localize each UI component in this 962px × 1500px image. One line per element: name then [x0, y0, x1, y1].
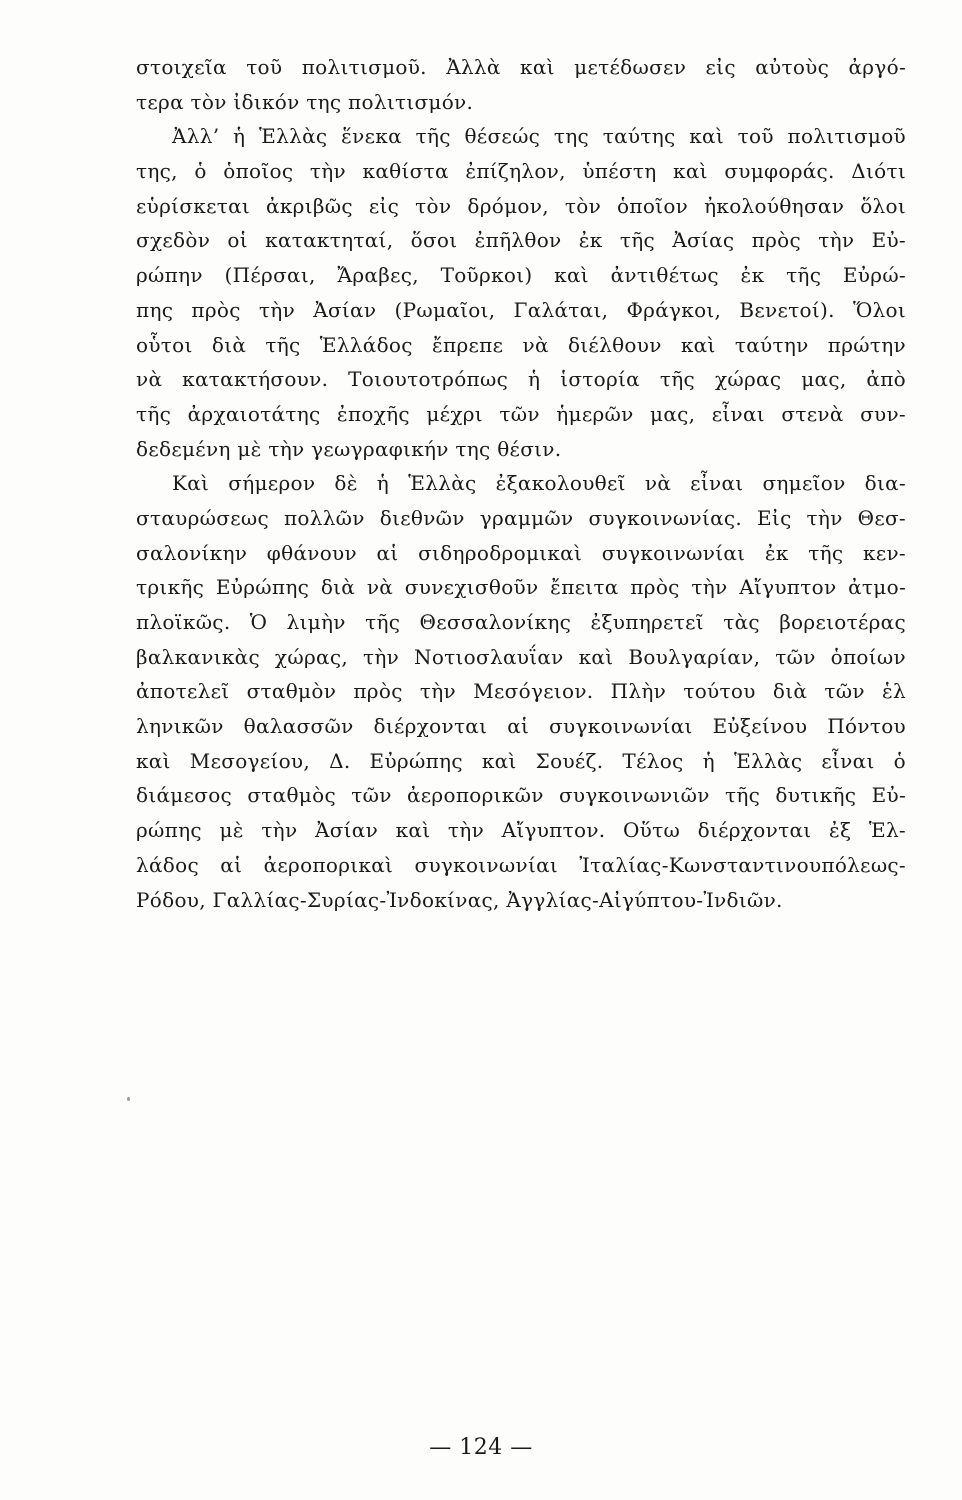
text-line: Ἀλλ’ ἡ Ἑλλὰς ἕνεκα τῆς θέσεώς της ταύτης καὶ τοῦ πολιτισμοῦ — [172, 124, 906, 149]
text-line: καὶ Μεσογείου, Δ. Εὐρώπης καὶ Σουέζ. Τέλος ἡ Ἑλλὰς εἶναι ὁ — [136, 748, 906, 773]
text-line: νὰ κατακτήσουν. Τοιουτοτρόπως ἡ ἱστορία τῆς χώρας μας, ἀπὸ — [136, 367, 906, 392]
text-line: σταυρώσεως πολλῶν διεθνῶν γραμμῶν συγκοινωνίας. Εἰς τὴν Θεσ- — [136, 505, 906, 530]
text-line: τρικῆς Εὐρώπης διὰ νὰ συνεχισθοῦν ἔπειτα πρὸς τὴν Αἴγυπτον ἀτμο- — [136, 575, 906, 600]
text-line: ρώπην (Πέρσαι, Ἄραβες, Τοῦρκοι) καὶ ἀντιθέτως ἐκ τῆς Εὐρώ- — [136, 263, 906, 288]
page-number: — 124 — — [429, 1435, 533, 1460]
text-line: εὑρίσκεται ἀκριβῶς εἰς τὸν δρόμον, τὸν ὁποῖον ἠκολούθησαν ὅλοι — [136, 193, 906, 218]
text-line: της, ὁ ὁποῖος τὴν καθίστα ἐπίζηλον, ὑπέστη καὶ συμφοράς. Διότι — [136, 159, 906, 184]
text-line: ἀποτελεῖ σταθμὸν πρὸς τὴν Μεσόγειον. Πλὴν τούτου διὰ τῶν ἑλ — [136, 679, 906, 704]
body-text — [136, 50, 906, 917]
text-line: ληνικῶν θαλασσῶν διέρχονται αἱ συγκοινωνίαι Εὐξείνου Πόντου — [136, 714, 906, 739]
text-line: διάμεσος σταθμὸς τῶν ἀεροπορικῶν συγκοινωνιῶν τῆς δυτικῆς Εὐ- — [136, 783, 906, 808]
text-line: Καὶ σήμερον δὲ ἡ Ἑλλὰς ἐξακολουθεῖ νὰ εἶναι σημεῖον δια- — [172, 471, 906, 496]
text-line: στοιχεῖα τοῦ πολιτισμοῦ. Ἀλλὰ καὶ μετέδωσεν εἰς αὐτοὺς ἀργό- — [136, 55, 906, 79]
text-line: δεδεμένη μὲ τὴν γεωγραφικήν της θέσιν. — [136, 436, 562, 461]
text-line: πης πρὸς τὴν Ἀσίαν (Ρωμαῖοι, Γαλάται, Φράγκοι, Βενετοί). Ὅλοι — [136, 297, 906, 322]
text-line: τῆς ἀρχαιοτάτης ἐποχῆς μέχρι τῶν ἡμερῶν μας, εἶναι στενὰ συν- — [136, 401, 906, 426]
text-line: βαλκανικὰς χώρας, τὴν Νοτιοσλαυΐαν καὶ Βουλγαρίαν, τῶν ὁποίων — [136, 644, 906, 669]
text-line: λάδος αἱ ἀεροπορικαὶ συγκοινωνίαι Ἰταλίας-Κωνσταντινουπόλεως- — [136, 852, 906, 877]
text-line: πλοϊκῶς. Ὁ λιμὴν τῆς Θεσσαλονίκης ἐξυπηρετεῖ τὰς βορειοτέρας — [136, 610, 906, 634]
text-line: σχεδὸν οἱ κατακτηταί, ὅσοι ἐπῆλθον ἐκ τῆς Ἀσίας πρὸς τὴν Εὐ- — [136, 228, 906, 253]
text-line: σαλονίκην φθάνουν αἱ σιδηροδρομικαὶ συγκοινωνίαι ἐκ τῆς κεν- — [136, 540, 906, 565]
text-line: Ρόδου, Γαλλίας-Συρίας-Ἰνδοκίνας, Ἀγγλίας-Αἰγύπτου-Ἰνδιῶν. — [136, 887, 783, 912]
text-line: τερα τὸν ἰδικόν της πολιτισμόν. — [136, 89, 474, 114]
text-line: ρώπης μὲ τὴν Ἀσίαν καὶ τὴν Αἴγυπτον. Οὕτω διέρχονται ἐξ Ἑλ- — [136, 818, 906, 843]
print-speck — [127, 1097, 130, 1101]
text-line: οὗτοι διὰ τῆς Ἑλλάδος ἔπρεπε νὰ διέλθουν καὶ ταύτην πρώτην — [136, 332, 906, 357]
